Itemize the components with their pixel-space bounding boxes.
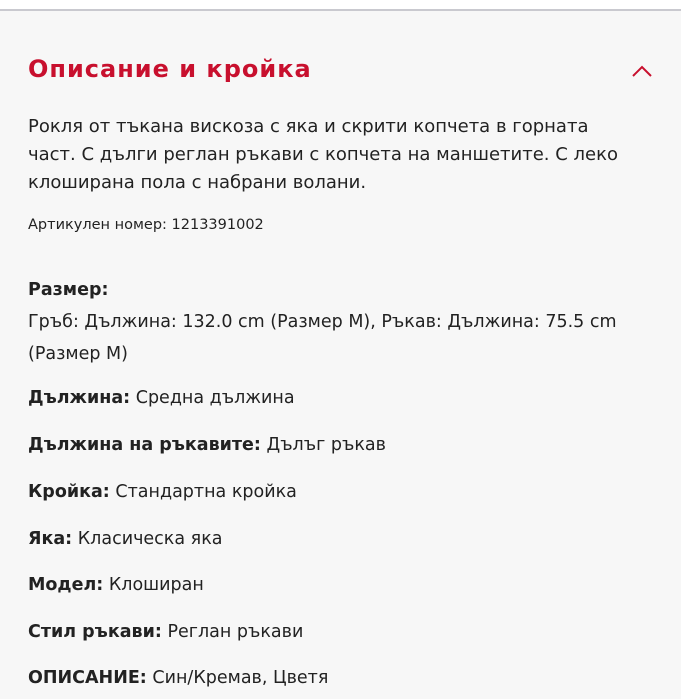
attribute-row [28, 386, 295, 410]
attribute-row [28, 666, 328, 690]
size-info [28, 274, 648, 370]
size-value: Гръб: Дължина: 132.0 cm (Размер M), Ръкав: Дължина: 75.5 cm (Размер M) [28, 312, 617, 364]
attribute-value: Син/Кремав, Цветя [152, 668, 329, 688]
attribute-value: Средна дължина [135, 388, 295, 408]
attribute-label: Кройка: [28, 482, 110, 502]
attribute-row [28, 620, 303, 644]
attribute-label: Модел: [28, 575, 104, 595]
attribute-value: Клоширан [108, 575, 204, 595]
attribute-label: Стил ръкави: [28, 622, 162, 642]
article-number: Артикулен номер: 1213391002 [28, 217, 264, 233]
attribute-row [28, 433, 386, 457]
attribute-label: ОПИСАНИЕ: [28, 668, 147, 688]
attribute-label: Дължина на ръкавите: [28, 435, 261, 455]
size-label: Размер: [28, 280, 109, 300]
attribute-row [28, 480, 297, 504]
chevron-up-icon[interactable] [630, 63, 654, 79]
top-divider [0, 0, 681, 11]
product-description: Рокля от тъкана вискоза с яка и скрити копчета в горната част. С дълги реглан ръкави с копчета на маншетите. С леко клоширана пола с набрани волани. [28, 116, 618, 193]
attribute-row [28, 527, 222, 551]
accordion-title[interactable]: Описание и кройка [28, 55, 312, 83]
attribute-value: Дълъг ръкав [266, 435, 386, 455]
attribute-value: Реглан ръкави [167, 622, 304, 642]
attribute-value: Класическа яка [77, 529, 223, 549]
attribute-label: Яка: [28, 529, 73, 549]
attribute-label: Дължина: [28, 388, 131, 408]
attribute-row [28, 573, 204, 597]
attribute-value: Стандартна кройка [115, 482, 297, 502]
